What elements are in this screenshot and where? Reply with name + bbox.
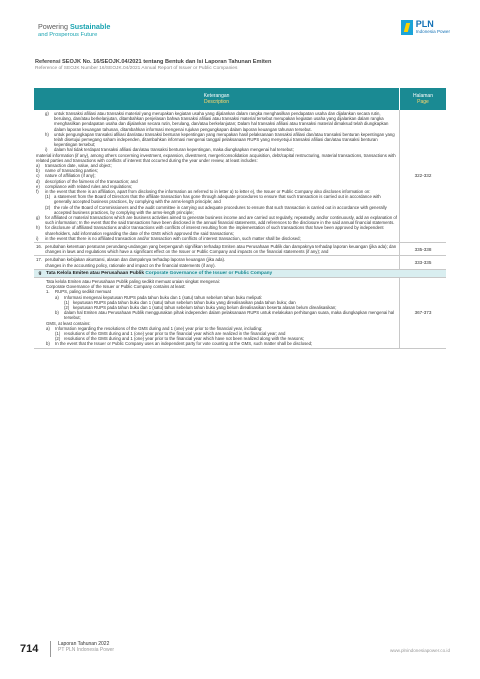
en-item-i: in the event that there is no affiliated transaction and/or transaction with conflicts of interest transaction, such matter shall be disclosed; — [45, 235, 301, 241]
gms-a: Information regarding the resolutions of the GMS during and 1 (one) year prior to the financial year, including: — [55, 325, 263, 331]
gms-a2: resolutions of the GMS during and 1 (one) year prior to the financial year which have not been realized along with the reasons; — [64, 336, 305, 342]
header-page: Page — [417, 99, 429, 105]
footer-url[interactable]: www.plnindonesiapower.co.id — [389, 648, 450, 653]
reference-subtitle: Reference of SEOJK Number 16/SEOJK.04/2021 Annual Report of Issuer or Public Companies — [35, 66, 238, 71]
row16-id: perubahan ketentuan peraturan perundang-undangan yang berpengaruh signifikan terhadap Emiten atau Perusahaan Publik dan dampaknya terhadap laporan keuangan (jika ada); dan — [45, 244, 397, 250]
item-i: dalam hal tidak terdapat transaksi afiliasi dan/atau transaksi benturan kepentingan, maka diungkapkan mengenai hal tersebut; — [54, 147, 294, 153]
item-g: untuk transaksi afiliasi atau transaksi material yang merupakan kegiatan usaha yang dijalankan dalam rangka menghasilkan pendapatan usaha dan dijalankan secara rutin, berulang, dan/atau berkelanjutan, ditambahkan penjelasan bahwa transaksi afiliasi atau transaksi material tersebut merupakan kegiatan usaha yang dijalankan dalam rangka menghasilkan pendapatan usaha dan dijalankan secara rutin, berulang, dan/atau berkelanjutan; Dalam hal transaksi afiliasi atau transaksi material dimaksud telah diungkapkan dalam laporan keuangan tahunan, ditambahkan informasi mengenai rujukan pengungkapan dalam laporan keuangan tahunan tersebut. — [54, 111, 389, 132]
section-g-header — [34, 270, 446, 278]
reference-heading — [35, 59, 271, 71]
item-h: untuk pengungkapan transaksi afiliasi dan/atau transaksi benturan kepentingan yang merupakan hasil pelaksanaan transaksi afiliasi dan/atau transaksi benturan kepentingan yang telah disetujui pemegang saham independen, ditambahkan informasi mengenai tanggal pelaksanaan RUPS yang menyetujui transaksi afiliasi dan/atau transaksi benturan kepentingan tersebut; — [54, 131, 395, 148]
gms-a1: resolutions of the GMS during and 1 (one) year prior to the financial year which are realized in the financial year; and — [64, 330, 286, 336]
section-title-en: Corporate Governance of the Issuer or Public Company — [145, 270, 273, 276]
reference-table — [34, 88, 446, 349]
en-item-g: for affiliated or material transactions which are business activities aimed to generate business income and are carried out regularly, repeatedly, and/or continuously, add an explanation of such information; In the event that the said transactions have been disclosed in the annual financial statements, add references to the disclosure in the said annual financial statements. — [45, 215, 397, 226]
en-intro: material information (if any), among others concerning investment, expansion, divestment, merger/consolidation acquisition, debt/capital restructuring, material transactions, transactions with related parties and transactions with conflicts of interest that occurred during the year under review, at least includes: — [36, 152, 396, 163]
page-ref: 333-335 — [399, 256, 446, 268]
table-row: g) untuk transaksi afiliasi atau transaksi material yang merupakan kegiatan usaha yang dijalankan dalam rangka menghasilkan pendapatan usaha dan dijalankan secara rutin, berulang, dan/atau berkelanjutan, ditambahkan penjelasan bahwa transaksi afiliasi atau transaksi material tersebut merupakan kegiatan usaha yang dijalankan dalam rangka menghasilkan pendapatan usaha dan dijalankan secara rutin, berulang, dan/atau berkelanjutan; Dalam hal transaksi afiliasi atau transaksi material dimaksud telah diungkapkan dalam laporan keuangan tahunan, ditambahkan informasi mengenai rujukan pengungkapan dalam laporan keuangan tahunan tersebut. h) untuk pengungkapan transaksi afiliasi dan/atau transaksi benturan kepentingan yang merupakan hasil pelaksanaan transaksi afiliasi dan/atau transaksi benturan kepentingan yang telah disetujui pemegang saham independen, ditambahkan informasi mengenai tanggal pelaksanaan RUPS yang menyetujui transaksi afiliasi dan/atau transaksi benturan kepentingan tersebut; i) dalam hal tidak terdapat transaksi afiliasi dan/atau transaksi benturan kepentingan, maka diungkapkan mengenai hal tersebut; material information (if any), among others concerning investment, expansion, divestment, merger/consolidation acquisition, debt/capital restructuring, material transactions, transactions with related parties and transactions with conflicts of interest that occurred during the year under review, at least includes: a) transaction date, value, and object; b) name of transacting parties; c) nature of affiliation (if any); d) description of the fairness of the transaction; and e) compliance with related rules and regulations; f) in the event that there is an affiliation, apart from disclosing the information as referred to in letter a) to letter e), the Issuer or Public Company also discloses information on: (1) a statement from the Board of Directors that the affiliate transaction has gone through adequate procedures to ensure that such transaction is carried out in accordance with generally accepted business practices, by complying with the arms-length principle; and (2) the role of the Board of Commissioners and the audit committee in carrying out adequate procedures to ensure that such transaction is carried out in accordance with generally accepted business practices, by complying with the arms-length principle; g) for affiliated or material transactions which are business activities aimed to generate business income and are carried out regularly, repeatedly, and/or continuously, add an explanation of such information; In the event that the said transactions have been disclosed in the annual financial statements, add references to the disclosure in the said annual financial statements. h) for disclosure of affiliated transactions and/or transactions with conflicts of interest resulting from the implementation of such transactions that have been approved by independent shareholders, add information regarding the date of the GMS which approved the said transactions; i) in the event that there is no affiliated transaction and/or transaction with conflicts of interest transaction, such matter shall be disclosed; 322-332 — [34, 110, 446, 243]
en-item-a: transaction date, value, and object; — [45, 163, 112, 169]
gms-title: GMS, at least contains: — [46, 320, 91, 326]
table-row — [34, 256, 446, 269]
gov-intro-en: Corporate Governance of the Issuer or Public Company contains at least: — [46, 284, 186, 290]
section-title-id: Tata Kelola Emiten atau Perusahaan Publik — [46, 270, 146, 276]
en-item-f: in the event that there is an affiliation, apart from disclosing the information as referred to in letter a) to letter e), the Issuer or Public Company also discloses information on: — [45, 189, 371, 195]
rups-b: dalam hal Emiten atau Perusahaan Publik menggunakan pihak independen dalam pelaksanaan RUPS untuk melakukan perhitungan suara, maka diungkapkan mengenai hal tersebut; — [64, 310, 395, 321]
page-ref: 335-338 — [399, 243, 446, 255]
brand-tagline — [38, 23, 110, 39]
rups-title: RUPS, paling sedikit memuat — [55, 289, 111, 295]
row16-en: changes in laws and regulations which have a significant effect on the Issuer or Public Company and impacts on the financial statements (if any); and — [45, 249, 329, 255]
brand-powering: Powering — [38, 22, 70, 31]
header-keterangan: Keterangan — [203, 93, 230, 99]
pln-logo — [401, 20, 450, 35]
header-description: Description — [203, 99, 229, 105]
table-header — [34, 88, 446, 110]
en-item-f1: a statement from the Board of Directors that the affiliate transaction has gone through adequate procedures to ensure that such transaction is carried out in accordance with generally accepted business practices, by complying with the arms-length principle; and — [54, 194, 381, 205]
rups-a: Informasi mengenai keputusan RUPS pada tahun buku dan 1 (satu) tahun sebelum tahun buku meliputi: — [64, 294, 263, 300]
footer-divider — [50, 641, 51, 657]
rups-a2: keputusan RUPS pada tahun buku dan 1 (satu) tahun sebelum tahun buku yang belum direalisasikan beserta alasan belum direalisasikan; — [73, 304, 337, 310]
gov-intro-id: Tata kelola Emiten atau Perusahaan Publik paling sedikit memuat uraian singkat mengenai: — [46, 278, 220, 284]
reference-title: Referensi SEOJK No. 16/SEOJK.04/2021 tentang Bentuk dan Isi Laporan Tahunan Emiten — [35, 59, 272, 65]
en-item-h: for disclosure of affiliated transactions and/or transactions with conflicts of interest resulting from the implementation of such transactions that have been approved by independent shareholders, add information regarding the date of the GMS which approved the said transactions; — [45, 225, 384, 236]
lightning-logo-icon — [401, 20, 413, 35]
page-ref: 367-373 — [399, 278, 446, 348]
en-item-b: name of transacting parties; — [45, 168, 99, 174]
row-number: 17. — [36, 257, 42, 263]
page-ref: 322-332 — [399, 110, 446, 242]
row17-id: perubahan kebijakan akuntansi, alasan dan dampaknya terhadap laporan keuangan (jika ada). — [45, 257, 226, 263]
row17-en: changes in the accounting policy, rationale and impact on the financial statements (if any). — [45, 262, 216, 268]
item-number: 1. — [46, 289, 50, 295]
row-number: 16. — [36, 244, 42, 250]
pln-name: PLN — [415, 19, 434, 29]
pln-sub: Indonesia Power — [415, 29, 450, 34]
footer-line2: PT PLN Indonesia Power — [58, 647, 115, 653]
brand-sustainable: Sustainable — [69, 22, 111, 31]
header-halaman: Halaman — [412, 93, 433, 99]
table-row — [34, 243, 446, 256]
footer-line1: Laporan Tahunan 2022 — [58, 641, 110, 647]
en-item-c: nature of affiliation (if any); — [45, 173, 96, 179]
section-key: g — [38, 270, 42, 276]
page-number: 714 — [20, 643, 39, 655]
en-item-e: compliance with related rules and regulations; — [45, 183, 133, 189]
en-item-d: description of the fairness of the transaction; and — [45, 178, 138, 184]
rups-a1: keputusan RUPS pada tahun buku dan 1 (satu) tahun sebelum tahun buku yang direalisasikan pada tahun buku; dan — [73, 299, 296, 305]
footer-text — [58, 641, 114, 653]
en-item-f2: the role of the Board of Commissioners and the audit committee in carrying out adequate procedures to ensure that such transaction is carried out in accordance with generally accepted business practices, by complying with the arms-length principle; — [54, 204, 387, 215]
gms-b: In the event that the Issuer or Public Company uses an independent party for vote counting at the GMS, such matter shall be disclosed; — [55, 341, 313, 347]
brand-line2: and Prosperous Future — [38, 32, 98, 38]
table-row: Tata kelola Emiten atau Perusahaan Publik paling sedikit memuat uraian singkat mengenai: Corporate Governance of the Issuer or Public Company contains at least: 1. RUPS, paling sedikit memuat a) Informasi mengenai keputusan RUPS pada tahun buku dan 1 (satu) tahun sebelum tahun buku meliputi: (1) keputusan RUPS pada tahun buku dan 1 (satu) tahun sebelum tahun buku yang direalisasikan pada tahun buku; dan (2) keputusan RUPS pada tahun buku dan 1 (satu) tahun sebelum tahun buku yang belum direalisasikan beserta alasan belum direalisasikan; b) dalam hal Emiten atau Perusahaan Publik menggunakan pihak independen dalam pelaksanaan RUPS untuk melakukan perhitungan suara, maka diungkapkan mengenai hal tersebut; GMS, at least contains: a) Information regarding the resolutions of the GMS during and 1 (one) year prior to the financial year, including: (1) resolutions of the GMS during and 1 (one) year prior to the financial year which are realized in the financial year; and (2) resolutions of the GMS during and 1 (one) year prior to the financial year which have not been realized along with the reasons; b) In the event that the Issuer or Public Company uses an independent party for vote counting at the GMS, such matter shall be disclosed; 367-373 — [34, 278, 446, 349]
